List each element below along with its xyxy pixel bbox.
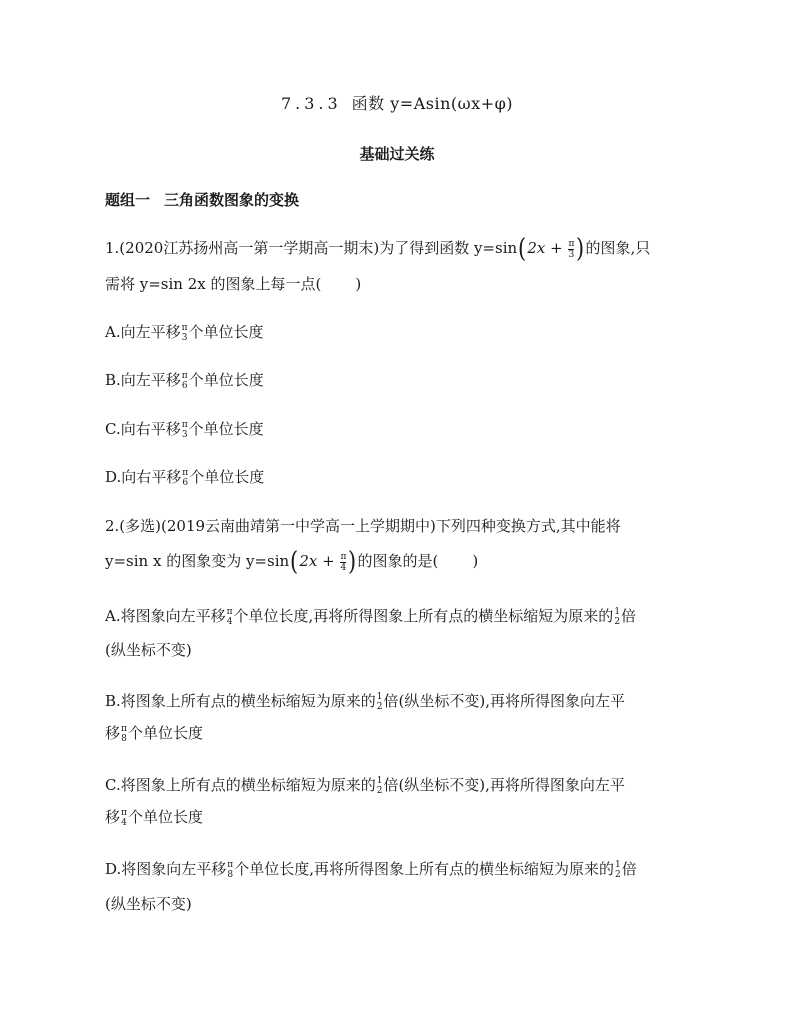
- q1-option-a: [105, 321, 264, 343]
- option-fraction: [227, 860, 233, 880]
- frac-numerator: π: [181, 323, 188, 333]
- option-fraction: [227, 607, 233, 627]
- option-text: D.将图象向左平移: [105, 860, 227, 878]
- q1-option-c: [105, 418, 264, 440]
- frac-denominator: 2: [614, 617, 621, 627]
- frac-denominator: 2: [376, 702, 383, 712]
- frac-numerator: π: [181, 420, 188, 430]
- option-text: D.向右平移: [105, 468, 182, 486]
- q2-text: y=sin x 的图象变为 y=sin: [105, 552, 290, 570]
- section-subtitle: 基础过关练: [359, 145, 435, 163]
- q1-option-d: [105, 466, 264, 488]
- section-number: 7.3.3: [280, 94, 342, 113]
- q2-option-b-line-2: [105, 722, 203, 744]
- option-text: C.向右平移: [105, 420, 181, 438]
- option-text-mid: 倍(纵坐标不变),再将所得图象向左平: [383, 692, 626, 710]
- frac-numerator: π: [568, 238, 575, 249]
- q2-option-b-line-1: [105, 690, 625, 712]
- option-fraction: [377, 692, 383, 712]
- frac-numerator: π: [181, 371, 188, 381]
- option-text-tail: 倍: [621, 607, 637, 625]
- option-text-tail: 个单位长度: [127, 724, 203, 742]
- answer-blank-close: ): [472, 552, 479, 570]
- option-text: A.向左平移: [105, 323, 181, 341]
- option-text-mid: 个单位长度,再将所得图象上所有点的横坐标缩短为原来的: [234, 860, 614, 878]
- q2-option-c-line-1: [105, 774, 625, 796]
- frac-denominator: 6: [182, 478, 189, 488]
- answer-blank-close: ): [355, 275, 362, 293]
- frac-numerator: π: [227, 860, 234, 870]
- q1-text-2: 需将 y=sin 2x 的图象上每一点(: [105, 275, 322, 293]
- option-fraction-2: [614, 607, 620, 627]
- option-fraction: [182, 371, 188, 391]
- q1-fraction: [568, 239, 574, 260]
- option-fraction-2: [121, 808, 127, 828]
- q1-text-tail: 的图象,只: [585, 239, 651, 257]
- frac-denominator: 4: [340, 562, 347, 573]
- option-fraction: [377, 776, 383, 796]
- option-fraction-2: [615, 860, 621, 880]
- option-text-tail: 个单位长度: [189, 468, 265, 486]
- option-text-tail: 个单位长度: [188, 371, 264, 389]
- frac-numerator: π: [226, 607, 233, 617]
- option-text-tail: 个单位长度: [188, 323, 264, 341]
- option-fraction: [182, 468, 188, 488]
- q2-option-d-line-2: (纵坐标不变): [105, 895, 192, 913]
- option-text: C.将图象上所有点的横坐标缩短为原来的: [105, 776, 376, 794]
- option-text-tail: 个单位长度: [188, 420, 264, 438]
- question-group-heading: [105, 189, 299, 211]
- q2-line-1: 2.(多选)(2019云南曲靖第一中学高一上学期期中)下列四种变换方式,其中能将: [105, 517, 621, 535]
- frac-denominator: 2: [614, 870, 621, 880]
- paren-open: (: [518, 234, 527, 264]
- paren-open: (: [290, 547, 299, 577]
- q1-line-2: [105, 273, 361, 295]
- q2-option-d-line-1: [105, 858, 637, 880]
- option-text: B.向左平移: [105, 371, 181, 389]
- q2-fraction: [340, 552, 346, 573]
- section-title: 函数 y=Asin(ωx+φ): [351, 94, 514, 113]
- option-text: 移: [105, 724, 121, 742]
- q2-option-c-line-2: [105, 806, 203, 828]
- option-text-mid: 倍(纵坐标不变),再将所得图象向左平: [383, 776, 625, 794]
- q1-text: 1.(2020江苏扬州高一第一学期高一期末)为了得到函数 y=sin: [105, 239, 518, 257]
- frac-numerator: π: [121, 808, 127, 818]
- option-fraction: [182, 323, 188, 343]
- frac-denominator: 6: [181, 381, 188, 391]
- frac-denominator: 3: [181, 333, 188, 343]
- option-text-mid: 个单位长度,再将所得图象上所有点的横坐标缩短为原来的: [233, 607, 614, 625]
- q2-option-a-line-1: [105, 605, 636, 627]
- option-text: B.将图象上所有点的横坐标缩短为原来的: [105, 692, 376, 710]
- frac-denominator: 8: [121, 734, 127, 744]
- q2-line-2: [105, 547, 479, 577]
- frac-denominator: 4: [121, 818, 127, 828]
- option-text-tail: 倍: [621, 860, 637, 878]
- frac-denominator: 4: [226, 617, 233, 627]
- option-text: A.将图象向左平移: [105, 607, 226, 625]
- frac-denominator: 3: [181, 430, 188, 440]
- frac-numerator: π: [182, 468, 189, 478]
- option-fraction: [182, 420, 188, 440]
- group-text: 三角函数图象的变换: [164, 191, 300, 209]
- group-label: 题组一: [105, 191, 151, 209]
- q2-expression: 2x +: [299, 552, 340, 570]
- frac-denominator: 2: [376, 786, 383, 796]
- frac-numerator: 1: [614, 607, 621, 617]
- paren-close: ): [348, 547, 357, 577]
- q1-expression: 2x +: [527, 239, 568, 257]
- q1-option-b: [105, 369, 264, 391]
- frac-denominator: 8: [227, 870, 234, 880]
- page-title: [0, 92, 794, 116]
- option-fraction-2: [121, 724, 127, 744]
- option-text: 移: [105, 808, 121, 826]
- frac-numerator: 1: [614, 860, 621, 870]
- q2-option-a-line-2: (纵坐标不变): [105, 641, 192, 659]
- frac-denominator: 3: [568, 249, 575, 260]
- paren-close: ): [576, 234, 585, 264]
- option-text-tail: 个单位长度: [127, 808, 203, 826]
- frac-numerator: 1: [376, 776, 383, 786]
- frac-numerator: π: [340, 551, 347, 562]
- frac-numerator: π: [121, 724, 127, 734]
- q1-line-1: [105, 234, 651, 264]
- frac-numerator: 1: [376, 692, 383, 702]
- q2-text-tail: 的图象的是(: [357, 552, 439, 570]
